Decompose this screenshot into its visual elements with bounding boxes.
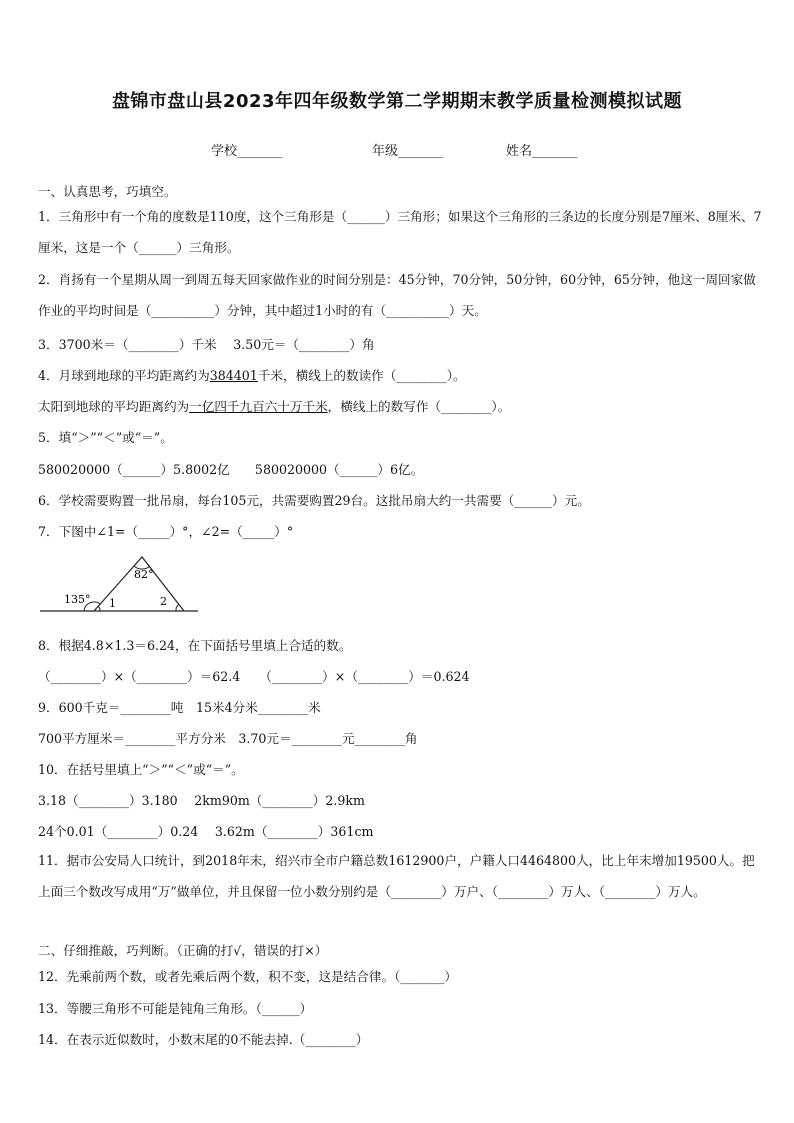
- question-13: 13．等腰三角形不可能是钝角三角形。（______）: [38, 1001, 313, 1016]
- question-4a-prefix: 4．月球到地球的平均距离约为: [38, 368, 210, 383]
- question-3: 3．3700米＝（________）千米 3.50元＝（________）角: [38, 337, 375, 352]
- triangle-sides: [94, 557, 184, 611]
- question-9: 9．600千克＝________吨 15米4分米________米: [38, 700, 321, 715]
- grade-field: 年级_______: [372, 144, 444, 159]
- section-2-heading: 二、仔细推敲，巧判断。（正确的打√，错误的打×）: [38, 943, 328, 958]
- question-2: 2．肖扬有一个星期从周一到周五每天回家做作业的时间分别是：45分钟，70分钟，50分钟，60分钟，65分钟，他这一周回家做作业的平均时间是（__________）分钟，其中超过1小时的有（__________）天。: [38, 272, 756, 318]
- question-12: 12．先乘前两个数，或者先乘后两个数，积不变，这是结合律。（_______）: [38, 969, 458, 984]
- question-4a: [38, 365, 764, 384]
- page-title: 盘锦市盘山县2023年四年级数学第二学期期末教学质量检测模拟试题: [111, 91, 683, 112]
- question-7: 7．下图中∠1=（_____）°，∠2=（_____）°: [38, 524, 294, 539]
- question-10-items-b: 24个0.01（________）0.24 3.62m（________）361cm: [38, 824, 374, 839]
- angle-2-label: 2: [160, 595, 167, 608]
- question-10-items-a: 3.18（________）3.180 2km90m（________）2.9km: [38, 793, 365, 808]
- angle-top-label: 82°: [134, 568, 154, 581]
- question-8-items: （________）×（________）＝62.4 （________）×（________）＝0.624: [38, 669, 470, 684]
- angle-2-arc: [176, 604, 179, 611]
- question-4b-suffix: ，横线上的数写作（________）。: [327, 399, 511, 414]
- question-4b-prefix: 太阳到地球的平均距离约为: [38, 399, 190, 414]
- angle-1-label: 1: [109, 597, 116, 610]
- question-11: 11．据市公安局人口统计，到2018年末，绍兴市全市户籍总数1612900户，户籍人口4464800人，比上年末增加19500人。把上面三个数改写成用“万”做单位，并且保留一位小数分别约是（________）万户、（________）万人、（________）万人。: [38, 853, 755, 899]
- question-9-items: 700平方厘米＝________平方分米 3.70元＝________元________角: [38, 731, 418, 746]
- question-4b-number: 一亿四千九百六十万千米: [189, 399, 328, 414]
- question-4a-number: 384401: [209, 368, 258, 383]
- question-5-items: 580020000（______）5.8002亿 580020000（______）6亿。: [38, 462, 424, 477]
- triangle-figure: [38, 547, 198, 617]
- question-14: 14．在表示近似数时，小数末尾的0不能去掉.（________）: [38, 1032, 369, 1047]
- question-6: 6．学校需要购置一批吊扇，每台105元，共需要购置29台。这批吊扇大约一共需要（______）元。: [38, 493, 590, 508]
- question-10: 10．在括号里填上“＞”“＜”或“＝”。: [38, 762, 244, 777]
- question-1: 1．三角形中有一个角的度数是110度，这个三角形是（______）三角形；如果这个三角形的三条边的长度分别是7厘米、8厘米、7厘米，这是一个（______）三角形。: [38, 209, 762, 255]
- question-4a-suffix: 千米，横线上的数读作（________）。: [257, 368, 466, 383]
- name-field: 姓名_______: [506, 144, 578, 159]
- question-4b: [38, 396, 764, 415]
- question-5: 5．填“＞”“＜”或“＝”。: [38, 430, 173, 445]
- school-field: 学校_______: [211, 144, 283, 159]
- section-1-heading: 一、认真思考，巧填空。: [38, 184, 177, 199]
- angle-1-arc: [98, 606, 100, 611]
- question-8: 8．根据4.8×1.3＝6.24，在下面括号里填上合适的数。: [38, 638, 352, 653]
- angle-exterior-label: 135°: [64, 593, 91, 606]
